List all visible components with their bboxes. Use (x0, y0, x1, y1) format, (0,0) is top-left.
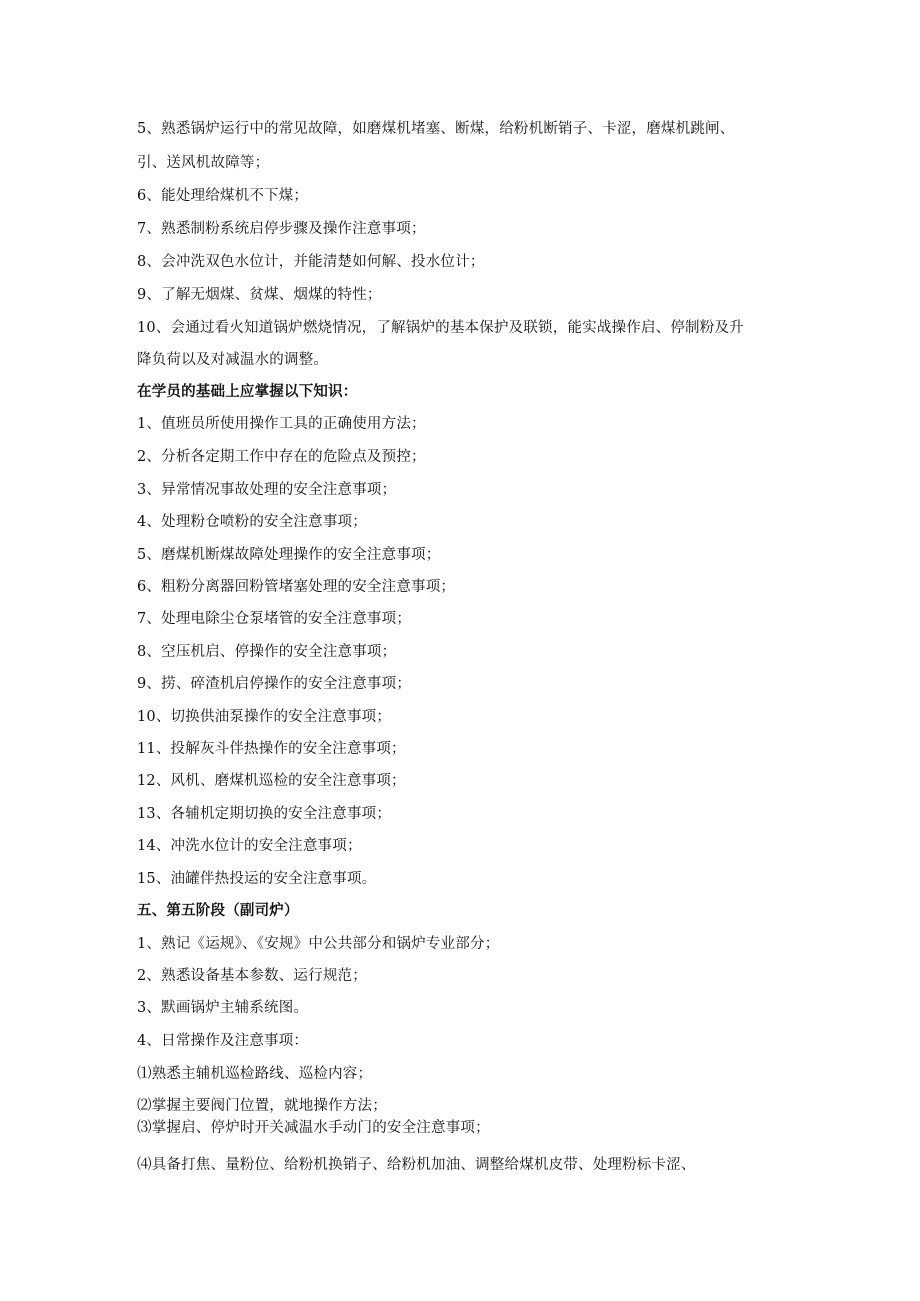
sub-item-4: ⑷具备打焦、量粉位、给粉机换销子、给粉机加油、调整给煤机皮带、处理粉标卡涩、 (137, 1157, 696, 1173)
sub-item-3: ⑶掌握启、停炉时开关减温水手动门的安全注意事项； (137, 1120, 490, 1136)
knowledge-item-9: 9、捞、碎渣机启停操作的安全注意事项； (137, 676, 412, 692)
knowledge-item-11: 11、投解灰斗伴热操作的安全注意事项； (137, 741, 406, 757)
knowledge-item-4: 4、处理粉仓喷粉的安全注意事项； (137, 514, 367, 530)
knowledge-item-8: 8、空压机启、停操作的安全注意事项； (137, 644, 397, 660)
knowledge-item-6: 6、粗粉分离器回粉管堵塞处理的安全注意事项； (137, 579, 456, 595)
text-line-item-5-faults-cont: 引、送风机故障等； (137, 155, 270, 171)
knowledge-item-7: 7、处理电除尘仓泵堵管的安全注意事项； (137, 611, 412, 627)
text-line-item-6: 6、能处理给煤机不下煤； (137, 188, 309, 204)
text-line-item-7: 7、熟悉制粉系统启停步骤及操作注意事项； (137, 221, 426, 237)
text-line-item-10: 10、会通过看火知道锅炉燃烧情况，了解锅炉的基本保护及联锁，能实战操作启、停制粉及升 (137, 320, 744, 336)
text-line-item-9: 9、了解无烟煤、贫煤、烟煤的特性； (137, 287, 382, 303)
stage-five-item-3: 3、默画锅炉主辅系统图。 (137, 1000, 309, 1016)
sub-item-2: ⑵掌握主要阀门位置，就地操作方法； (137, 1098, 387, 1114)
sub-item-1: ⑴熟悉主辅机巡检路线、巡检内容； (137, 1066, 373, 1082)
knowledge-item-10: 10、切换供油泵操作的安全注意事项； (137, 709, 392, 725)
stage-five-item-4: 4、日常操作及注意事项： (137, 1033, 309, 1049)
text-line-item-5-faults: 5、熟悉锅炉运行中的常见故障，如磨煤机堵塞、断煤，给粉机断销子、卡涩，磨煤机跳闸、 (137, 121, 735, 137)
knowledge-item-13: 13、各辅机定期切换的安全注意事项； (137, 806, 392, 822)
knowledge-item-3: 3、异常情况事故处理的安全注意事项； (137, 482, 397, 498)
knowledge-item-14: 14、冲洗水位计的安全注意事项； (137, 838, 362, 854)
knowledge-item-2: 2、分析各定期工作中存在的危险点及预控； (137, 449, 426, 465)
knowledge-item-1: 1、值班员所使用操作工具的正确使用方法； (137, 416, 426, 432)
knowledge-item-5: 5、磨煤机断煤故障处理操作的安全注意事项； (137, 547, 441, 563)
stage-five-item-1: 1、熟记《运规》、《安规》中公共部分和锅炉专业部分； (137, 936, 500, 952)
stage-five-item-2: 2、熟悉设备基本参数、运行规范； (137, 968, 367, 984)
knowledge-item-12: 12、风机、磨煤机巡检的安全注意事项； (137, 773, 406, 789)
text-line-item-8: 8、会冲洗双色水位计，并能清楚如何解、投水位计； (137, 254, 485, 270)
section-heading-knowledge: 在学员的基础上应掌握以下知识： (137, 383, 358, 400)
section-heading-stage-five: 五、第五阶段（副司炉） (137, 902, 299, 919)
text-line-item-10-cont: 降负荷以及对减温水的调整。 (137, 352, 329, 368)
knowledge-item-15: 15、油罐伴热投运的安全注意事项。 (137, 871, 377, 887)
